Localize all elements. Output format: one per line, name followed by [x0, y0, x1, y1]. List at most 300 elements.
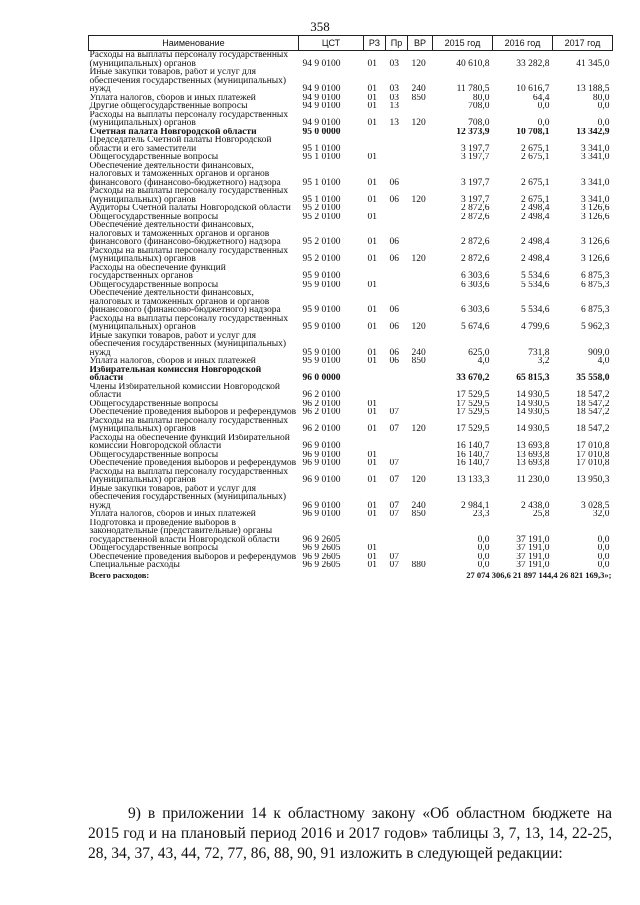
- row-name: Счетная палата Новгородской области: [89, 127, 257, 136]
- row-pr: 03: [389, 58, 399, 68]
- row-2016: 64,4: [532, 93, 550, 102]
- row-vr: [408, 136, 433, 153]
- row-2017: 3 341,0: [581, 143, 610, 153]
- row-rz: 01: [367, 212, 377, 221]
- row-rz: 01: [367, 552, 377, 561]
- closing-text: 9) в приложении 14 к областному закону «Об областном бюджете на 2015 год и на плановый период 2016 и 2017 годов» таблицы 3, 7, 13, 14, 22-25, 28, 34, 37, 43, 44, 72, 77, 86, 88, 90, 91 изложить в следующей редакции:: [88, 805, 612, 862]
- table-row: [89, 213, 613, 222]
- row-name: Обеспечение деятельности финансовых, налоговых и таможенных органов и органов финансового (финансово-бюджетного) надзора: [89, 289, 281, 315]
- row-2016: 2 438,0: [521, 500, 550, 510]
- row-cst: 94 9 0100: [302, 58, 341, 68]
- header-2017: 2017 год: [553, 36, 613, 51]
- row-rz: 01: [367, 347, 377, 357]
- row-2015: 17 529,5: [456, 424, 490, 434]
- row-vr: [408, 451, 433, 460]
- row-2015: 5 674,6: [461, 322, 490, 332]
- row-2015: 17 529,5: [456, 408, 490, 417]
- row-vr: [408, 519, 433, 545]
- row-name: Общегосударственные вопросы: [89, 153, 219, 162]
- row-name: Общегосударственные вопросы: [89, 450, 219, 459]
- row-2017: 17 010,8: [576, 441, 610, 451]
- row-name: Расходы на выплаты персоналу государственных (муниципальных) органов: [89, 314, 289, 332]
- total-row: [89, 570, 613, 580]
- row-pr: [386, 204, 408, 213]
- row-2017: 3 341,0: [581, 177, 610, 187]
- row-pr: [386, 128, 408, 137]
- table-row: [89, 357, 613, 366]
- row-cst: 95 2 0100: [302, 212, 341, 221]
- row-cst: 96 9 0100: [302, 450, 341, 459]
- row-2017: 80,0: [592, 93, 610, 102]
- row-2016: 4 799,6: [521, 322, 550, 332]
- row-2016: 2 498,4: [521, 212, 550, 221]
- table-row: [89, 434, 613, 451]
- row-cst: 96 2 0100: [302, 408, 341, 417]
- row-cst: 95 9 0100: [302, 305, 341, 315]
- row-rz: 01: [367, 510, 377, 519]
- row-2015: 2 984,1: [461, 500, 490, 510]
- row-vr: 850: [411, 357, 426, 366]
- row-cst: 95 9 0100: [302, 322, 341, 332]
- row-rz: 01: [367, 118, 377, 128]
- row-rz: [364, 128, 386, 137]
- row-vr: [408, 162, 433, 188]
- row-rz: 01: [367, 194, 377, 204]
- table-row: [89, 187, 613, 204]
- row-rz: 01: [367, 93, 377, 102]
- table-row: [89, 561, 613, 570]
- row-pr: 03: [389, 84, 399, 94]
- row-vr: 120: [411, 254, 426, 264]
- row-2017: 3 126,6: [581, 204, 610, 213]
- table-row: [89, 408, 613, 417]
- row-vr: [408, 459, 433, 468]
- table-row: [89, 315, 613, 332]
- row-name: Подготовка и проведение выборов в законодательные (представительные) органы государственной власти Новгородской области: [89, 518, 280, 544]
- table-row: [89, 459, 613, 468]
- row-name: Избирательная комиссия Новгородской области: [89, 365, 262, 383]
- table-row: [89, 94, 613, 103]
- row-2017: 18 547,2: [576, 424, 610, 434]
- row-rz: [364, 264, 386, 281]
- row-cst: 94 9 0100: [302, 102, 341, 111]
- table-row: [89, 136, 613, 153]
- row-name: Уплата налогов, сборов и иных платежей: [89, 510, 256, 519]
- row-vr: [408, 102, 433, 111]
- table-row: [89, 247, 613, 264]
- budget-table: [88, 35, 613, 579]
- row-rz: 01: [367, 84, 377, 94]
- row-2016: 11 230,0: [516, 475, 550, 485]
- row-2017: 0,0: [597, 534, 610, 544]
- row-name: Общегосударственные вопросы: [89, 280, 219, 289]
- table-row: [89, 553, 613, 562]
- row-2016: 37 191,0: [516, 534, 550, 544]
- row-rz: 01: [367, 280, 377, 289]
- row-name: Общегосударственные вопросы: [89, 399, 219, 408]
- row-pr: [386, 383, 408, 400]
- row-rz: 01: [367, 544, 377, 553]
- row-cst: 96 9 2605: [302, 544, 341, 553]
- row-pr: 07: [389, 500, 399, 510]
- total-values: 27 074 306,6 21 897 144,4 26 821 169,3»;: [466, 569, 612, 580]
- row-name: Обеспечение проведения выборов и референдумов: [89, 408, 297, 417]
- row-2015: 6 303,6: [461, 280, 490, 289]
- row-2017: 13 342,9: [576, 127, 610, 136]
- row-rz: [364, 519, 386, 545]
- row-vr: 120: [411, 194, 426, 204]
- row-2017: 3 126,6: [581, 237, 610, 247]
- table-row: [89, 281, 613, 290]
- row-cst: 95 0 0000: [302, 127, 341, 136]
- row-vr: 850: [411, 93, 426, 102]
- row-cst: 96 9 2605: [302, 561, 341, 570]
- table-row: [89, 153, 613, 162]
- row-2016: 2 498,4: [521, 254, 550, 264]
- row-2017: 18 547,2: [576, 390, 610, 400]
- row-rz: 01: [367, 305, 377, 315]
- row-2017: 3 341,0: [581, 153, 610, 162]
- row-rz: 01: [367, 561, 377, 570]
- row-2016: 2 675,1: [521, 143, 550, 153]
- row-vr: 120: [411, 58, 426, 68]
- row-vr: 850: [411, 510, 426, 519]
- header-vr: ВР: [408, 36, 433, 51]
- table-row: [89, 264, 613, 281]
- row-2017: 6 875,3: [581, 305, 610, 315]
- row-2016: 3,2: [537, 357, 550, 366]
- row-rz: 01: [367, 254, 377, 264]
- closing-paragraph: [88, 804, 612, 864]
- row-2016: 2 498,4: [521, 204, 550, 213]
- row-2016: 37 191,0: [516, 561, 550, 570]
- row-2016: 0,0: [537, 118, 550, 128]
- row-rz: 01: [367, 475, 377, 485]
- row-vr: 240: [411, 347, 426, 357]
- row-2015: 80,0: [472, 93, 490, 102]
- row-name: Расходы на выплаты персоналу государственных (муниципальных) органов: [89, 246, 289, 264]
- row-pr: [386, 451, 408, 460]
- row-vr: 120: [411, 424, 426, 434]
- row-pr: [386, 264, 408, 281]
- row-name: Общегосударственные вопросы: [89, 212, 219, 221]
- row-2015: 625,0: [468, 347, 490, 357]
- row-pr: [386, 153, 408, 162]
- row-2015: 6 303,6: [461, 305, 490, 315]
- row-name: Специальные расходы: [89, 561, 180, 570]
- row-rz: 01: [367, 408, 377, 417]
- row-2016: 14 930,5: [516, 408, 550, 417]
- row-cst: 96 0 0000: [302, 373, 341, 383]
- row-pr: 07: [389, 408, 399, 417]
- row-2017: 0,0: [597, 544, 610, 553]
- row-2016: 10 708,1: [516, 127, 550, 136]
- table-header: [89, 36, 613, 51]
- row-2016: 65 815,3: [516, 373, 550, 383]
- row-2015: 2 872,6: [461, 204, 490, 213]
- table-body: [89, 51, 613, 580]
- row-2017: 5 962,3: [581, 322, 610, 332]
- row-2015: 2 872,6: [461, 212, 490, 221]
- row-pr: 06: [389, 237, 399, 247]
- row-2016: 13 693,8: [516, 441, 550, 451]
- row-2016: 2 675,1: [521, 194, 550, 204]
- table-row: [89, 468, 613, 485]
- row-2017: 0,0: [597, 561, 610, 570]
- row-2015: 0,0: [477, 552, 490, 561]
- row-cst: 95 9 0100: [302, 271, 341, 281]
- row-2017: 909,0: [588, 347, 610, 357]
- row-cst: 95 2 0100: [302, 254, 341, 264]
- row-vr: 120: [411, 475, 426, 485]
- row-vr: 120: [411, 322, 426, 332]
- row-rz: [364, 366, 386, 383]
- table-row: [89, 51, 613, 69]
- row-rz: 01: [367, 177, 377, 187]
- row-rz: 01: [367, 424, 377, 434]
- row-2015: 13 133,3: [456, 475, 490, 485]
- row-2016: 14 930,5: [516, 424, 550, 434]
- row-vr: 240: [411, 500, 426, 510]
- table-row: [89, 544, 613, 553]
- row-2015: 33 670,2: [456, 373, 490, 383]
- table-row: [89, 102, 613, 111]
- row-rz: 01: [367, 58, 377, 68]
- row-pr: 06: [389, 177, 399, 187]
- row-name: Обеспечение проведения выборов и референдумов: [89, 459, 297, 468]
- row-vr: [408, 544, 433, 553]
- row-cst: 94 9 0100: [302, 118, 341, 128]
- row-name: Иные закупки товаров, работ и услуг для обеспечения государственных (муниципальных) нужд: [89, 331, 287, 357]
- row-pr: [386, 136, 408, 153]
- row-2015: 40 610,8: [456, 58, 490, 68]
- row-vr: [408, 128, 433, 137]
- total-label: Всего расходов:: [89, 569, 150, 579]
- row-cst: 96 9 0100: [302, 500, 341, 510]
- table-row: [89, 204, 613, 213]
- row-2017: 41 345,0: [576, 58, 610, 68]
- row-2015: 16 140,7: [456, 459, 490, 468]
- row-2016: 10 616,7: [516, 84, 550, 94]
- row-rz: [364, 204, 386, 213]
- row-cst: 95 1 0100: [302, 177, 341, 187]
- row-2016: 14 930,5: [516, 399, 550, 408]
- row-cst: 95 1 0100: [302, 143, 341, 153]
- row-cst: 96 9 0100: [302, 510, 341, 519]
- header-2016: 2016 год: [493, 36, 553, 51]
- row-cst: 95 9 0100: [302, 280, 341, 289]
- row-rz: 01: [367, 399, 377, 408]
- row-vr: [408, 408, 433, 417]
- row-vr: [408, 221, 433, 247]
- row-2017: 13 188,5: [576, 84, 610, 94]
- row-cst: 96 9 2605: [302, 534, 341, 544]
- row-vr: [408, 366, 433, 383]
- row-vr: [408, 264, 433, 281]
- row-pr: [386, 544, 408, 553]
- row-name: Расходы на обеспечение функций Избирательной комиссии Новгородской области: [89, 433, 290, 451]
- row-2017: 0,0: [597, 552, 610, 561]
- row-2016: 14 930,5: [516, 390, 550, 400]
- row-pr: 06: [389, 322, 399, 332]
- row-name: Расходы на обеспечение функций государственных органов: [89, 263, 226, 281]
- row-2017: 32,0: [592, 510, 610, 519]
- row-2015: 2 872,6: [461, 254, 490, 264]
- header-pr: Пр: [386, 36, 408, 51]
- row-vr: [408, 383, 433, 400]
- row-cst: 95 2 0100: [302, 204, 341, 213]
- table-row: [89, 332, 613, 358]
- row-2015: 708,0: [468, 102, 490, 111]
- row-2017: 17 010,8: [576, 459, 610, 468]
- row-2016: 33 282,8: [516, 58, 550, 68]
- row-2016: 2 675,1: [521, 177, 550, 187]
- row-name: Обеспечение проведения выборов и референдумов: [89, 552, 297, 561]
- row-2016: 25,8: [532, 510, 550, 519]
- row-name: Уплата налогов, сборов и иных платежей: [89, 357, 256, 366]
- row-vr: [408, 434, 433, 451]
- row-2017: 3 126,6: [581, 254, 610, 264]
- row-pr: 06: [389, 347, 399, 357]
- row-pr: 06: [389, 357, 399, 366]
- row-2015: 3 197,7: [461, 177, 490, 187]
- row-name: Иные закупки товаров, работ и услуг для обеспечения государственных (муниципальных) нужд: [89, 484, 287, 510]
- row-cst: 96 2 0100: [302, 399, 341, 408]
- row-rz: [364, 434, 386, 451]
- row-2016: 13 693,8: [516, 459, 550, 468]
- row-2017: 35 558,0: [576, 373, 610, 383]
- row-2016: 13 693,8: [516, 450, 550, 459]
- row-2015: 17 529,5: [456, 399, 490, 408]
- row-pr: 07: [389, 552, 399, 561]
- row-pr: 03: [389, 93, 399, 102]
- row-2017: 6 875,3: [581, 280, 610, 289]
- row-vr: [408, 400, 433, 409]
- row-name: Аудиторы Счетной палаты Новгородской области: [89, 204, 291, 213]
- row-name: Уплата налогов, сборов и иных платежей: [89, 93, 256, 102]
- row-cst: 96 2 0100: [302, 390, 341, 400]
- row-2016: 5 534,6: [521, 280, 550, 289]
- row-name: Другие общегосударственные вопросы: [89, 102, 248, 111]
- table-row: [89, 221, 613, 247]
- row-name: Иные закупки товаров, работ и услуг для обеспечения государственных (муниципальных) нужд: [89, 68, 287, 94]
- row-rz: 01: [367, 459, 377, 468]
- row-pr: 13: [389, 102, 399, 111]
- row-cst: 95 1 0100: [302, 153, 341, 162]
- row-2017: 0,0: [597, 102, 610, 111]
- row-vr: [408, 153, 433, 162]
- row-2017: 0,0: [597, 118, 610, 128]
- row-2017: 3 341,0: [581, 194, 610, 204]
- row-pr: [386, 281, 408, 290]
- row-2016: 37 191,0: [516, 552, 550, 561]
- row-2017: 18 547,2: [576, 399, 610, 408]
- row-pr: 07: [389, 561, 399, 570]
- row-name: Расходы на выплаты персоналу государственных (муниципальных) органов: [89, 50, 289, 68]
- row-rz: 01: [367, 237, 377, 247]
- page-number: 358: [310, 19, 330, 34]
- row-pr: 07: [389, 459, 399, 468]
- row-rz: 01: [367, 357, 377, 366]
- header-2015: 2015 год: [433, 36, 493, 51]
- table-row: [89, 510, 613, 519]
- table-row: [89, 162, 613, 188]
- row-cst: 94 9 0100: [302, 93, 341, 102]
- row-vr: [408, 553, 433, 562]
- row-2015: 16 140,7: [456, 450, 490, 459]
- row-cst: 95 2 0100: [302, 237, 341, 247]
- row-cst: 95 9 0100: [302, 347, 341, 357]
- row-2015: 3 197,7: [461, 194, 490, 204]
- row-cst: 96 2 0100: [302, 424, 341, 434]
- row-name: Расходы на выплаты персоналу государственных (муниципальных) органов: [89, 187, 289, 204]
- row-pr: 07: [389, 475, 399, 485]
- row-vr: [408, 204, 433, 213]
- row-rz: 01: [367, 153, 377, 162]
- row-pr: 07: [389, 424, 399, 434]
- header-rz: РЗ: [364, 36, 386, 51]
- row-2015: 3 197,7: [461, 153, 490, 162]
- row-2016: 0,0: [537, 102, 550, 111]
- row-vr: [408, 289, 433, 315]
- table-row: [89, 111, 613, 128]
- table-row: [89, 451, 613, 460]
- row-vr: [408, 213, 433, 222]
- row-name: Члены Избирательной комиссии Новгородской области: [89, 382, 280, 400]
- table-row: [89, 289, 613, 315]
- row-cst: 95 1 0100: [302, 194, 341, 204]
- row-2016: 5 534,6: [521, 271, 550, 281]
- row-2017: 3 126,6: [581, 212, 610, 221]
- row-vr: 880: [411, 561, 426, 570]
- row-cst: 96 9 0100: [302, 475, 341, 485]
- table-row: [89, 68, 613, 94]
- row-2017: 3 028,5: [581, 500, 610, 510]
- row-2015: 16 140,7: [456, 441, 490, 451]
- row-pr: 07: [389, 510, 399, 519]
- row-name: Обеспечение деятельности финансовых, налоговых и таможенных органов и органов финансового (финансово-бюджетного) надзора: [89, 221, 281, 247]
- header-cst: ЦСТ: [299, 36, 364, 51]
- row-2016: 37 191,0: [516, 544, 550, 553]
- row-cst: 95 9 0100: [302, 357, 341, 366]
- row-name: Общегосударственные вопросы: [89, 544, 219, 553]
- row-vr: [408, 281, 433, 290]
- row-pr: 06: [389, 194, 399, 204]
- row-2017: 17 010,8: [576, 450, 610, 459]
- row-pr: [386, 213, 408, 222]
- table-row: [89, 485, 613, 511]
- table-row: [89, 128, 613, 137]
- row-2015: 3 197,7: [461, 143, 490, 153]
- row-pr: [386, 519, 408, 545]
- header-name: Наименование: [89, 36, 299, 51]
- row-2017: 13 950,3: [576, 475, 610, 485]
- row-rz: 01: [367, 450, 377, 459]
- row-name: Обеспечение деятельности финансовых, налоговых и таможенных органов и органов финансового (финансово-бюджетного) надзора: [89, 161, 281, 187]
- row-pr: [386, 434, 408, 451]
- row-2016: 2 498,4: [521, 237, 550, 247]
- row-pr: 06: [389, 305, 399, 315]
- table-row: [89, 400, 613, 409]
- row-vr: 240: [411, 84, 426, 94]
- row-name: Председатель Счетной палаты Новгородской области и его заместители: [89, 136, 272, 153]
- row-rz: [364, 383, 386, 400]
- row-name: Расходы на выплаты персоналу государственных (муниципальных) органов: [89, 110, 289, 128]
- row-cst: 96 9 0100: [302, 441, 341, 451]
- row-2016: 5 534,6: [521, 305, 550, 315]
- row-pr: 06: [389, 254, 399, 264]
- row-rz: 01: [367, 102, 377, 111]
